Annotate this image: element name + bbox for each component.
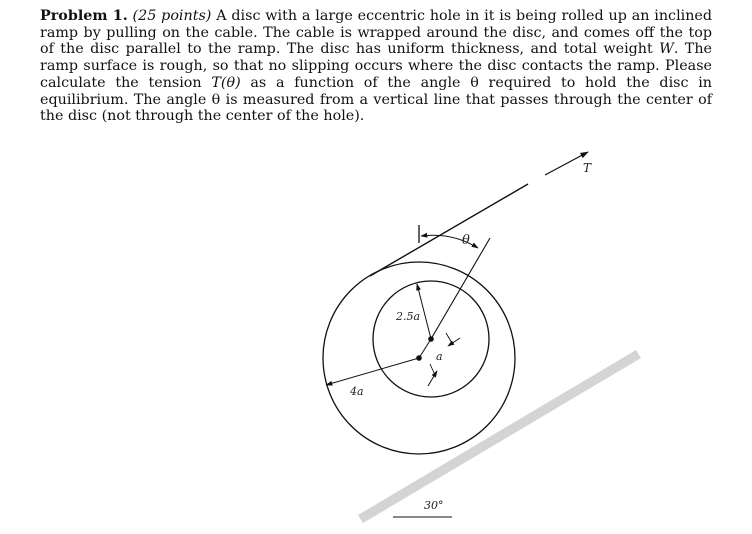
tension-label: T [583,161,592,175]
problem-text-1: A disc with a large eccentric hole in it is being rolled up an inclined ramp by pulling on the cable. The cable is wrapped around the disc, and comes off the top of the disc parallel to the ramp. The disc has uniform thickness, and total weight [40,8,713,58]
problem-heading: Problem 1. [40,8,128,24]
weight-symbol: W [659,41,674,58]
offset-line [419,339,431,358]
disc-radius-line [326,358,419,385]
theta-reference-line [431,238,490,339]
ramp-angle-label: 30° [424,499,444,512]
offset-arrow-bottom [428,371,437,386]
hole-radius-label: 2.5a [396,310,421,323]
problem-text-3: as a function of the angle θ required to hold the disc in equilibrium. The angle θ is measured from a vertical line that passes through the center of the disc (not through the center of the hole). [40,74,712,125]
offset-tick-2 [430,364,435,375]
ramp [358,350,641,523]
theta-label: θ [462,233,470,248]
problem-text-2: . The ramp surface is rough, so that no slipping occurs where the disc contacts the ramp. Please calculate the tension [40,41,713,91]
disc-radius-label: 4a [350,385,364,398]
cable-arrow [545,152,588,175]
problem-points: (25 points) [132,8,212,24]
tension-function: T(θ) [211,74,241,91]
offset-label: a [436,350,443,363]
cable [370,184,528,276]
offset-tick-1 [446,333,452,343]
